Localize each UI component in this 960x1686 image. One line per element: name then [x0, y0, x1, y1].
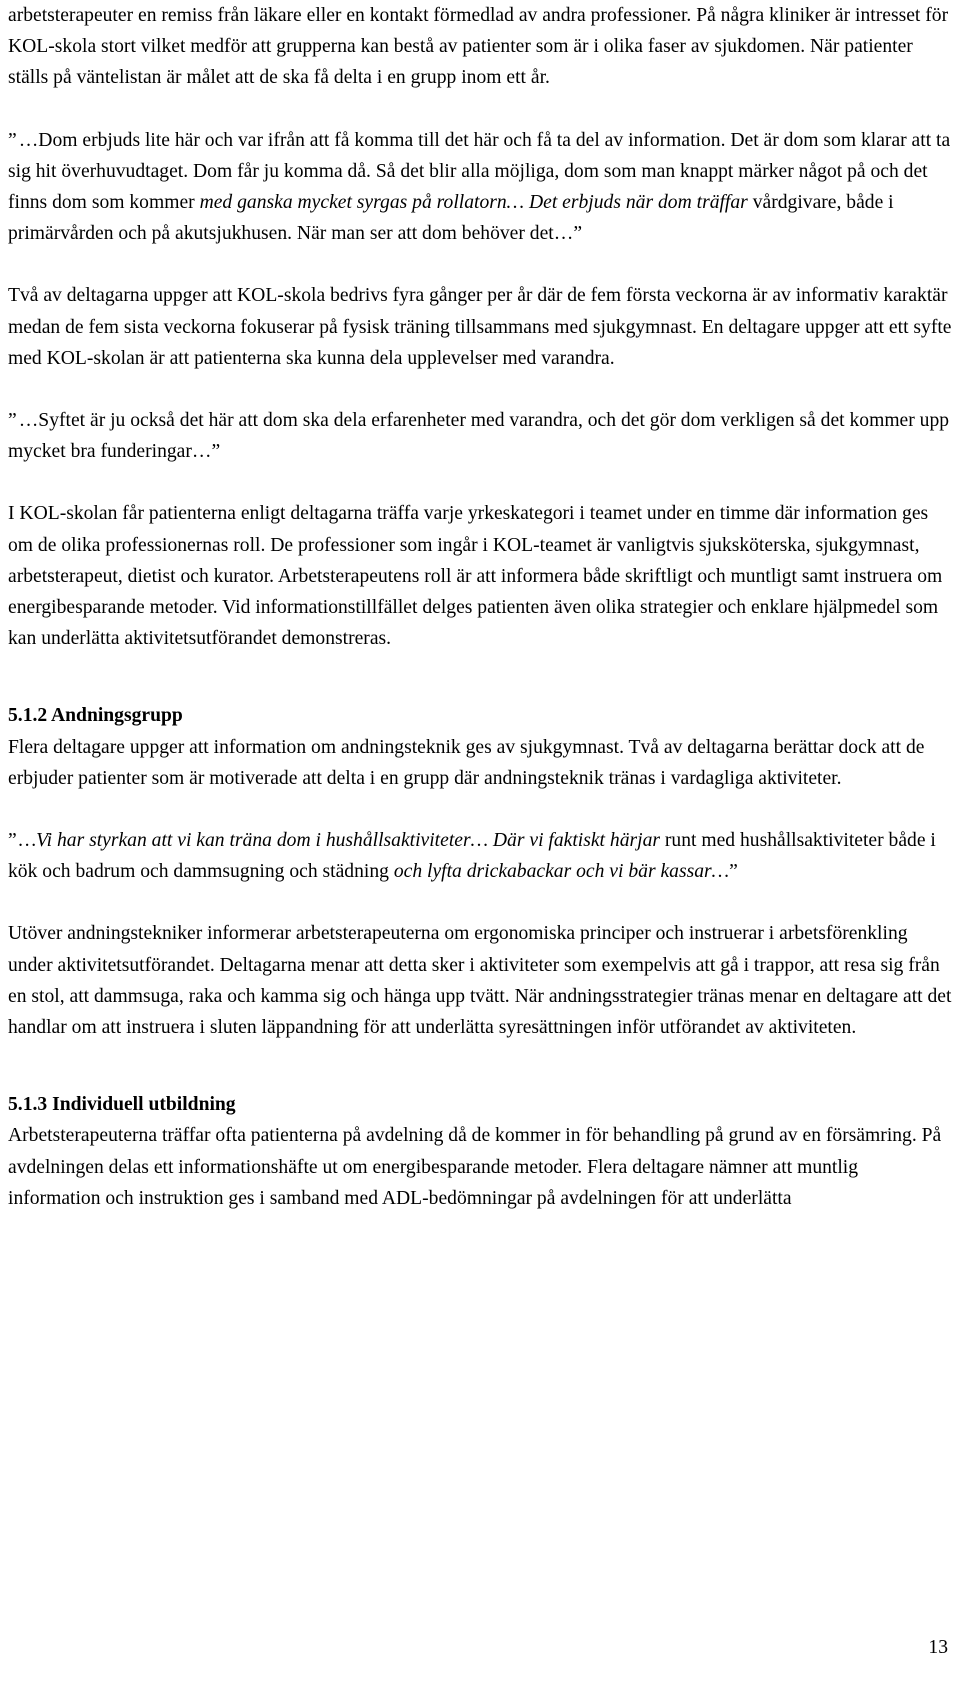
page-number: 13: [928, 1637, 948, 1658]
quote-kol-school-access: [8, 125, 952, 250]
quote-household-activities: [8, 825, 952, 887]
quote-text: …Dom erbjuds lite här och var ifrån att få komma till det här och få ta del av information. Det är dom som klarar att ta sig hit överhuvudtaget. Dom får ju komma då. Så det blir alla möjliga, dom som man knappt märker något på och det finns dom som kommer: [8, 129, 951, 214]
paragraph-breathing-info: Flera deltagare uppger att information om andningsteknik ges av sjukgymnast. Två av deltagarna berättar dock att de erbjuder patienter som är motiverade att delta i en grupp där andningsteknik tränas i vardagliga aktiviteter.: [8, 736, 925, 789]
paragraph-ward-education: Arbetsterapeuterna träffar ofta patienterna på avdelning då de kommer in för behandling på grund av en försämring. På avdelningen delas ett informationshäfte ut om energibesparande metoder. Flera deltagare nämner att muntlig information och instruktion ges i samband med ADL-bedömningar på avdelningen för att underlätta: [8, 1125, 942, 1209]
paragraph-referral: arbetsterapeuter en remiss från läkare eller en kontakt förmedlad av andra professioner. På några kliniker är intresset för KOL-skola stort vilket medför att grupperna kan bestå av patienter som är i olika faser av sjukdomen. När patienter ställs på väntelistan är målet att de ska få delta i en grupp inom ett år.: [8, 5, 949, 89]
paragraph-ergonomics: Utöver andningstekniker informerar arbetsterapeuterna om ergonomiska principer och instruerar i arbetsförenkling under aktivitetsutförandet. Deltagarna menar att detta sker i aktiviteter som exempelvis att gå i trappor, att resa sig från en stol, att dammsuga, raka och kamma sig och hänga upp tvätt. När andningsstrategier tränas menar en deltagare att det handlar om att instruera i sluten läppandning för att underlätta syresättningen inför utförandet av aktiviteten.: [8, 923, 952, 1039]
quote-text-tail: vårdgivare, både i primärvården och på akutsjukhusen. När man ser att dom behöver det…: [8, 192, 894, 245]
section-heading: 5.1.2 Andningsgrupp: [8, 705, 183, 727]
section-breathing-group: [8, 700, 952, 1043]
quote-close-mark: ”: [573, 223, 583, 245]
section-heading: 5.1.3 Individuell utbildning: [8, 1094, 236, 1116]
quote-purpose: [8, 405, 952, 467]
quote-close-mark: ”: [211, 441, 221, 463]
quote-open-mark: ”: [8, 129, 17, 151]
quote-close-mark: ”: [729, 861, 738, 883]
quote-open-mark: ”: [8, 410, 17, 432]
section-individual-education: [8, 1089, 952, 1214]
paragraph-professions: I KOL-skolan får patienterna enligt deltagarna träffa varje yrkeskategori i teamet under en timme där information ges om de olika professionernas roll. De professioner som ingår i KOL-teamet är vanligtvis sjuksköterska, sjukgymnast, arbetsterapeut, dietist och kurator. Arbetsterapeutens roll är att informera både skriftligt och muntligt samt instruera om energibesparande metoder. Vid informationstillfället delges patienten även olika strategier och enklare hjälpmedel som kan underlätta aktivitetsutförandet demonstreras.: [8, 503, 943, 650]
quote-text-italic-end: och lyfta drickabackar och vi bär kassar…: [393, 861, 730, 883]
document-page: [8, 0, 952, 1245]
quote-text-italic: med ganska mycket syrgas på rollatorn… Det erbjuds när dom träffar: [199, 192, 748, 214]
quote-open-mark: ”: [8, 830, 17, 852]
quote-text: runt med hushållsaktiviteter både i kök och badrum och dammsugning och städning: [8, 830, 936, 883]
quote-text: …Syftet är ju också det här att dom ska dela erfarenheter med varandra, och det gör dom verkligen så det kommer upp mycket bra funderingar…: [8, 410, 950, 463]
paragraph-kol-school-schedule: Två av deltagarna uppger att KOL-skola bedrivs fyra gånger per år där de fem första veckorna är av informativ karaktär medan de fem sista veckorna fokuserar på fysisk träning tillsammans med sjukgymnast. En deltagare uppger att ett syfte med KOL-skolan är att patienterna ska kunna dela upplevelser med varandra.: [8, 285, 952, 369]
quote-text-italic: …Vi har styrkan att vi kan träna dom i hushållsaktiviteter… Där vi faktiskt härjar: [18, 830, 660, 852]
